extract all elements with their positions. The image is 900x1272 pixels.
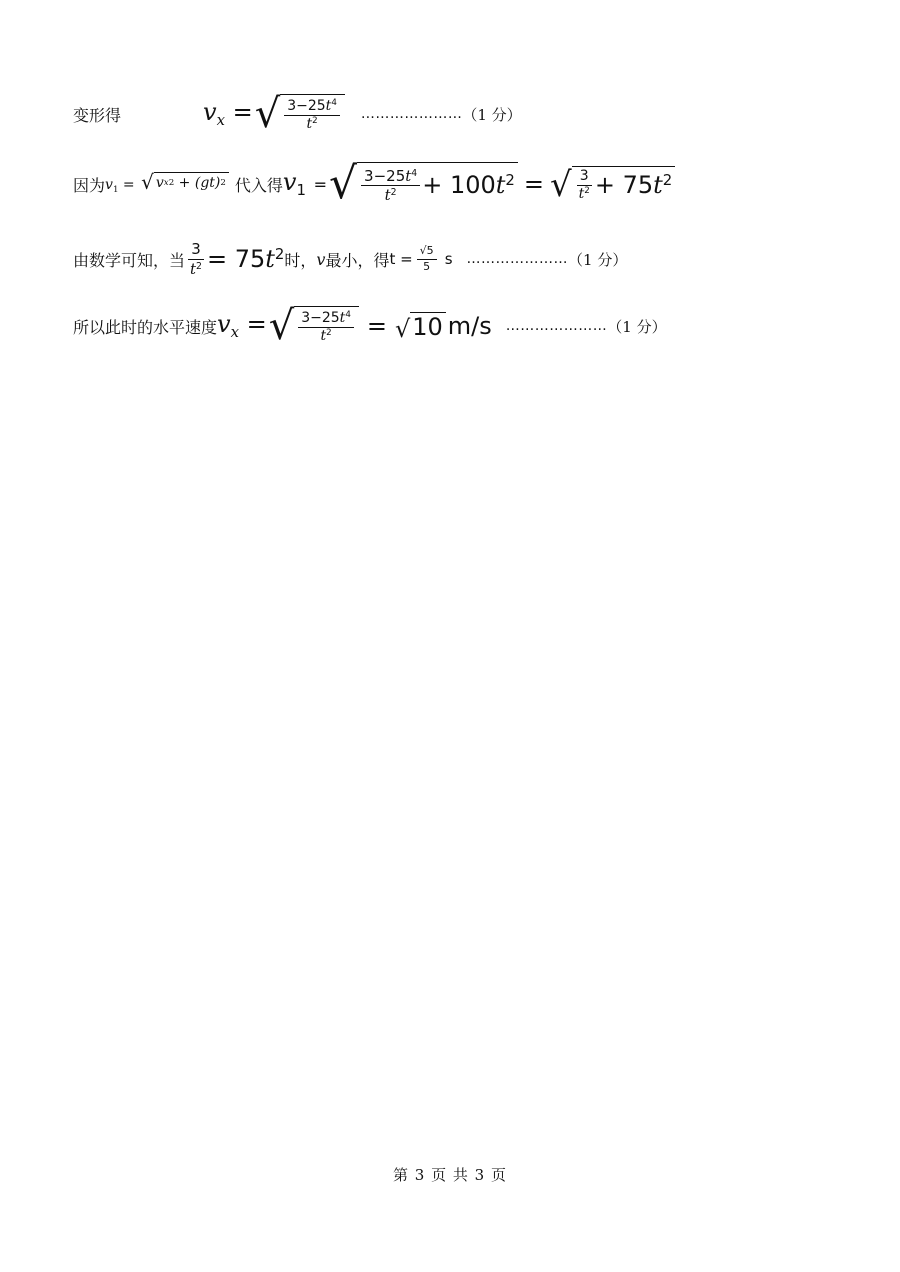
score-label: （1 分） xyxy=(568,250,628,269)
equation-line-4: 所以此时的水平速度 $v_x$ = √ $\frac{3-25t^4}{t^2}$ = √ 10 m/s ………………… （1 分） xyxy=(73,303,667,349)
math-lhs: $v_x$ = xyxy=(217,310,267,342)
score-dots: ………………… xyxy=(466,251,569,267)
equation-line-2: 因为 $v_1$ = √ v x 2 + (gt) 2 代入得 $v_1$ = √ $\frac{3-25t^4}{t^2}$ + $100t^2$ = √ $\frac{3}{t^2}$ + $75t^2$ xyxy=(73,162,677,206)
text-label: 代入得 xyxy=(234,175,283,195)
math-lhs: $v_1$ = xyxy=(282,168,327,200)
fraction: $\frac{3}{t^2}$ xyxy=(190,240,202,278)
equation-line-3: 由数学可知，当 $\frac{3}{t^2}$ = $75t^2$ 时， v 最小，得 t = $\frac{√5}{5}$ s ………………… （1 分） xyxy=(73,240,628,278)
inline-formula: $v_1$ = √ v x 2 + (gt) 2 xyxy=(105,172,231,195)
fraction: $\frac{3-25t^4}{t^2}$ xyxy=(284,99,340,133)
text-label: 所以此时的水平速度 xyxy=(73,317,218,337)
sqrt-expression: √ $\frac{3-25t^4}{t^2}$ + $100t^2$ xyxy=(329,162,518,206)
score-label: （1 分） xyxy=(607,317,667,336)
sqrt-expression: √ $\frac{3-25t^4}{t^2}$ xyxy=(269,306,359,346)
math-lhs: $v_x$ = xyxy=(203,98,253,130)
text-label: 变形得 xyxy=(73,105,122,125)
score-dots: ………………… xyxy=(505,318,608,334)
sqrt-expression xyxy=(254,91,345,137)
equation-line-1 xyxy=(73,91,522,137)
score-dots: ………………… xyxy=(360,106,463,122)
sqrt-expression: √ 10 xyxy=(395,312,446,341)
text-label: 因为 xyxy=(73,175,106,195)
text-label: 由数学可知，当 xyxy=(73,250,186,270)
sqrt-expression: √ $\frac{3}{t^2}$ + $75t^2$ xyxy=(550,166,675,203)
radical-sign: √ xyxy=(254,91,281,137)
fraction: $\frac{√5}{5}$ xyxy=(417,245,437,272)
text-label: 时， xyxy=(284,250,317,270)
score-label: （1 分） xyxy=(462,105,522,124)
page-footer: 第 3 页 共 3 页 xyxy=(393,1166,507,1184)
text-label: 最小，得 xyxy=(325,250,390,270)
